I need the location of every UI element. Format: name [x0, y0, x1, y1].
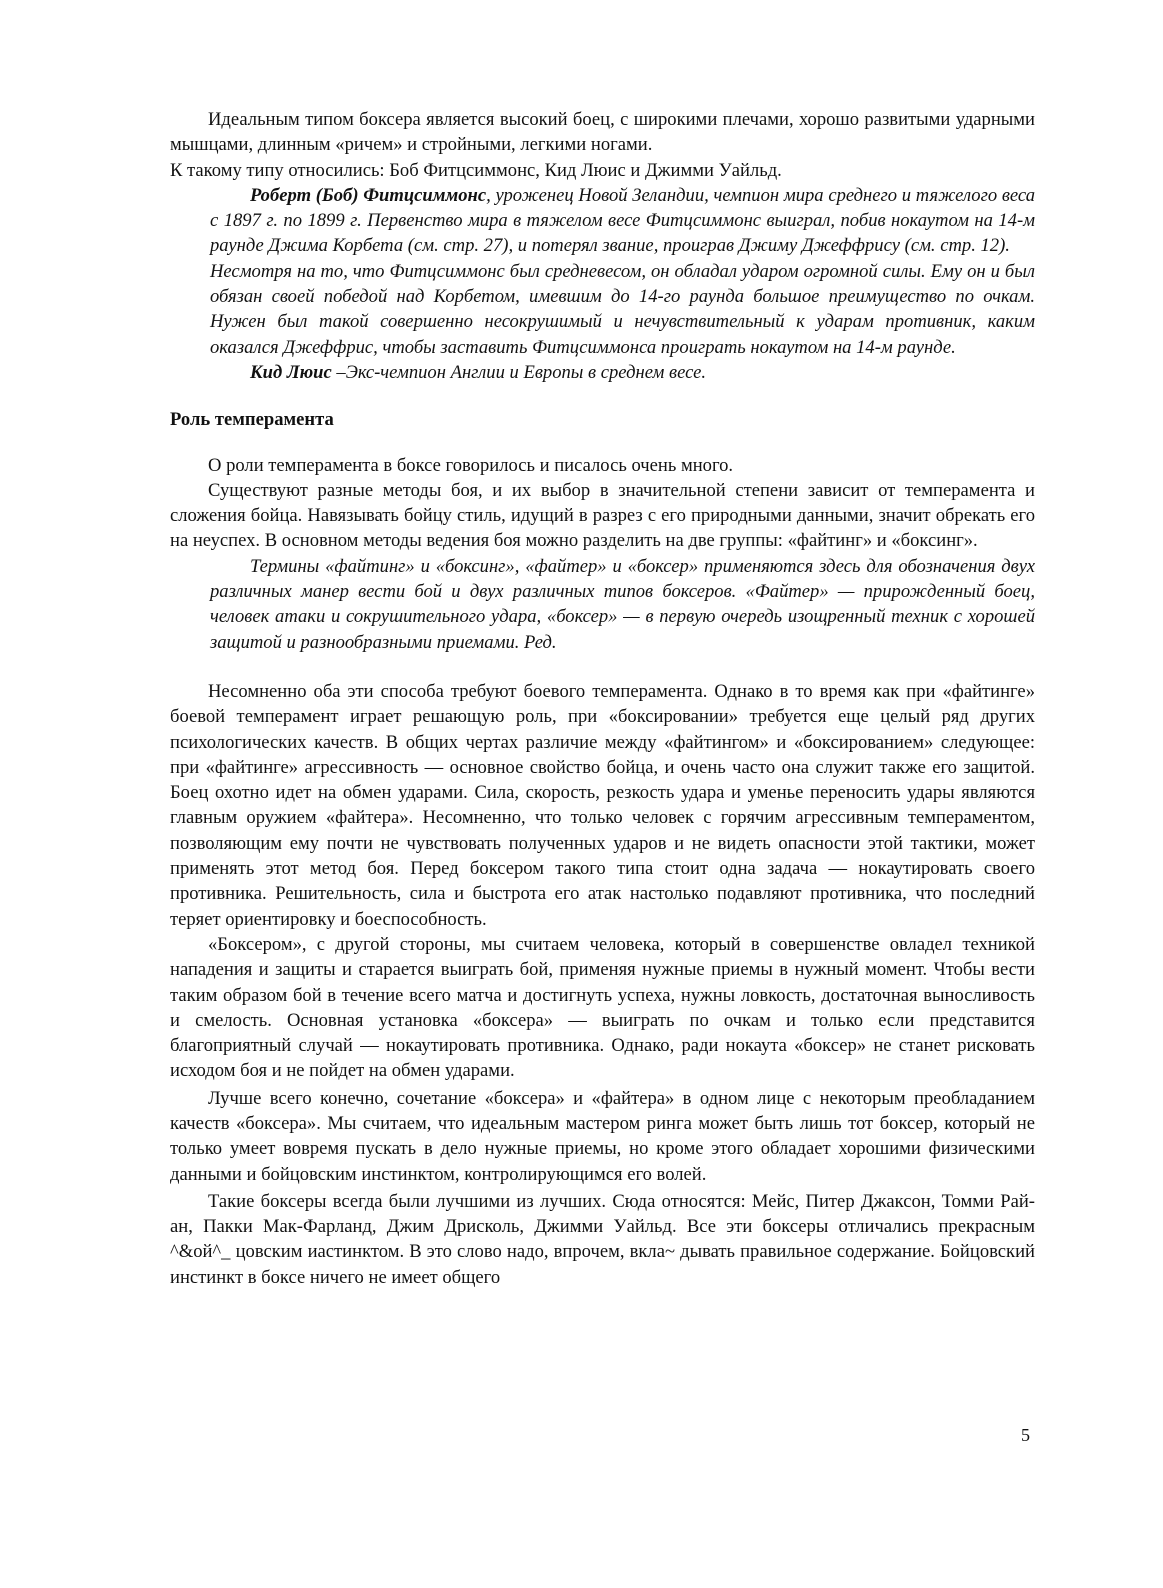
quote-lead-fitzsimmons: Роберт (Боб) Фитцсиммонс	[250, 184, 487, 206]
paragraph-temperament-intro: О роли темперамента в боксе говорилось и писалось очень много.	[208, 454, 734, 476]
section-heading: Роль темперамента	[170, 409, 334, 431]
paragraph-boxer-definition: «Боксером», с другой стороны, мы считаем человека, который в совершенстве овладел техникой нападения и защиты и старается выиграть бой, применяя нужные приемы в нужный момент. Чтобы вести таким образом бой в течение всего матча и достигнуть успеха, нужны ловкость, достаточная выносливость и смелость. Основная установка «боксера» — выиграть по очкам и только если представится благоприятный случай — нокаутировать противника. Однако, ради нокаута «боксер» не станет рисковать исходом боя и не пойдет на обмен ударами.	[170, 933, 1035, 1082]
paragraph-fight-methods: Существуют разные методы боя, и их выбор в значительной степени зависит от темперамента и сложения бойца. Навязывать бойцу стиль, идущий в разрез с его природными данными, значит обрекать его на неуспех. В основном методы ведения боя можно разделить на две группы: «файтинг» и «боксинг».	[170, 479, 1035, 552]
paragraph-best-boxers: Такие боксеры всегда были лучшими из лучших. Сюда относятся: Мейс, Питер Джаксон, Томми Рай-ан, Пакки Мак-Фарланд, Джим Дрисколь, Джимми Уайльд. Все эти боксеры отличались прекрасным ^&ой^_ цовским иастинктом. В это слово надо, впрочем, вкла~ дывать правильное содержание. Бойцовский инстинкт в боксе ничего не имеет общего	[170, 1190, 1035, 1288]
quote-kid-lewis	[210, 360, 1035, 385]
quote-text-fitzsimmons: , уроженец Новой Зеландии, чемпион мира среднего и тяжелого веса с 1897 г. по 1899 г. Первенство мира в тяжелом весе Фитцсиммонс выиграл, побив нокаутом на 14-м раунде Джима Корбета (см. стр. 27), и потерял звание, проиграв Джиму Джеффрису (см. стр. 12).	[210, 184, 1035, 257]
paragraph-ideal-combination: Лучше всего конечно, сочетание «боксера» и «файтера» в одном лице с некоторым преобладанием качеств «боксера». Мы считаем, что идеальным мастером ринга может быть лишь тот боксер, который не только умеет вовремя пускать в дело нужные приемы, но кроме этого обладает хорошими физическими данными и бойцовским инстинктом, контролирующимся его волей.	[170, 1087, 1035, 1185]
text-column	[170, 107, 1035, 1290]
quote-editor-note: Термины «файтинг» и «боксинг», «файтер» и «боксер» применяются здесь для обозначения двух различных манер вести бой и двух различных типов боксеров. «Файтер» — прирожденный боец, человек атаки и сокрушительного удара, «боксер» — в первую очередь изощренный техник с хорошей защитой и разнообразными приемами. Ред.	[210, 555, 1035, 653]
paragraph-boxer-types: К такому типу относились: Боб Фитцсиммонс, Кид Люис и Джимми Уайльд.	[170, 159, 782, 181]
quote-fitzsimmons-bio	[210, 183, 1035, 259]
quote-text-kid-lewis: –Экс-чемпион Англии и Европы в среднем весе.	[331, 361, 707, 383]
page-number: 5	[1021, 1425, 1030, 1445]
paragraph-ideal-boxer: Идеальным типом боксера является высокий боец, с широкими плечами, хорошо развитыми ударными мышцами, длинным «ричем» и стройными, легкими ногами.	[170, 109, 1035, 156]
paragraph-fighting-vs-boxing: Несомненно оба эти способа требуют боевого темперамента. Однако в то время как при «файтинге» боевой темперамент играет решающую роль, при «боксировании» требуется еще целый ряд других психологических качеств. В общих чертах различие между «файтингом» и «боксированием» следующее: при «файтинге» агрессивность — основное свойство бойца, и очень часто она служит также его защитой. Боец охотно идет на обмен ударами. Сила, скорость, резкость удара и уменье переносить удары являются главным оружием «файтера». Несомненно, что только человек с горячим агрессивным темпераментом, позволяющим ему почти не чувствовать полученных ударов и не видеть опасности этой тактики, может применять этот метод боя. Перед боксером такого типа стоит одна задача — нокаутировать своего противника. Решительность, сила и быстрота его атак настолько подавляют противника, что последний теряет ориентировку и боеспособность.	[170, 680, 1035, 930]
quote-lead-kid-lewis: Кид Люис	[250, 361, 332, 383]
quote-fitzsimmons-power: Несмотря на то, что Фитцсиммонс был средневесом, он обладал ударом огромной силы. Ему он и был обязан своей победой над Корбетом, имевшим до 14-го раунда большое преимущество по очкам. Нужен был такой совершенно несокрушимый и нечувствительный к ударам противник, каким оказался Джеффрис, чтобы заставить Фитцсиммонса проиграть нокаутом на 14-м раунде.	[210, 260, 1035, 358]
